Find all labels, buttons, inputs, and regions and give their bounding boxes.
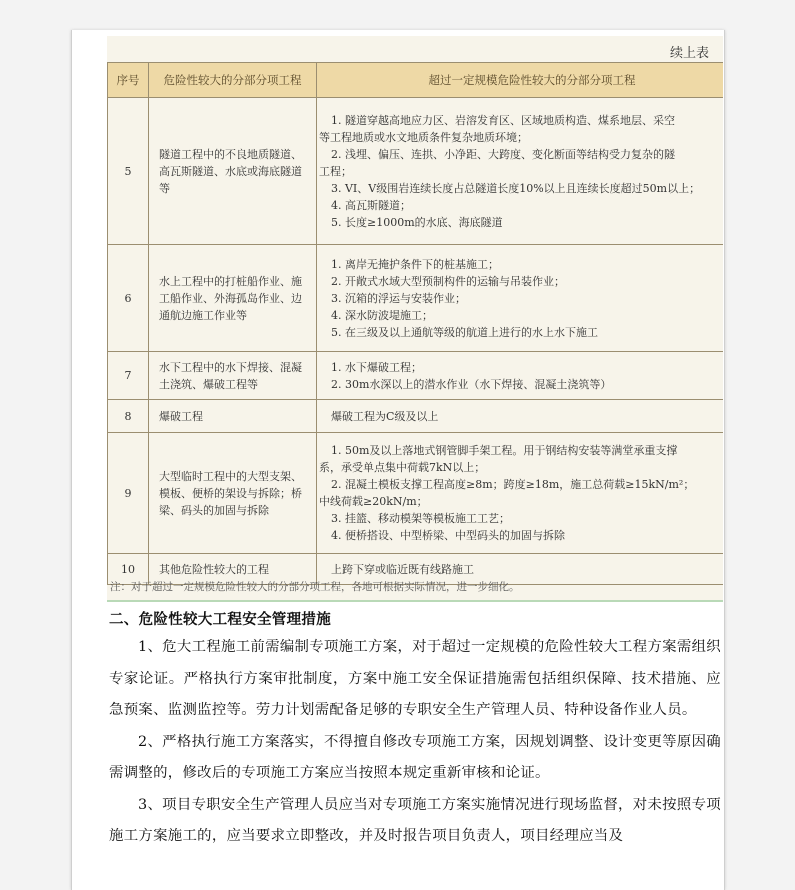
table-row — [108, 98, 724, 245]
detail-line: 4. 高瓦斯隧道； — [331, 198, 411, 212]
row-seq: 10 — [108, 554, 149, 585]
detail-line: 5. 在三级及以上通航等级的航道上进行的水上水下施工 — [331, 325, 598, 339]
continued-label: 续上表 — [669, 46, 709, 61]
document-page — [71, 30, 725, 890]
row-seq: 9 — [108, 433, 149, 554]
row-category: 其他危险性较大的工程 — [149, 554, 317, 585]
header-detail: 超过一定规模危险性较大的分部分项工程 — [317, 63, 724, 98]
row-category: 爆破工程 — [149, 400, 317, 433]
row-seq: 8 — [108, 400, 149, 433]
detail-line: 2. 30m水深以上的潜水作业（水下焊接、混凝土浇筑等） — [331, 377, 612, 391]
paragraph: 1、危大工程施工前需编制专项施工方案，对于超过一定规模的危险性较大工程方案需组织专家论证。严格执行方案审批制度，方案中施工安全保证措施需包括组织保障、技术措施、应急预案、监测监控等。劳力计划需配备足够的专职安全生产管理人员、特种设备作业人员。 — [109, 639, 721, 718]
table-row — [108, 433, 724, 554]
detail-line: 3. VI、V级围岩连续长度占总隧道长度10%以上且连续长度超过50m以上； — [331, 181, 701, 195]
row-details — [317, 352, 724, 400]
row-details — [317, 98, 724, 245]
header-seq: 序号 — [108, 63, 149, 98]
row-seq: 5 — [108, 98, 149, 245]
table-row — [108, 352, 724, 400]
row-seq: 7 — [108, 352, 149, 400]
row-category: 隧道工程中的不良地质隧道、高瓦斯隧道、水底或海底隧道等 — [149, 98, 317, 245]
detail-line: 1. 水下爆破工程； — [331, 360, 422, 374]
paragraph: 2、严格执行施工方案落实，不得擅自修改专项施工方案，因规划调整、设计变更等原因确需调整的，修改后的专项施工方案应当按照本规定重新审核和论证。 — [109, 733, 721, 781]
row-details — [317, 245, 724, 352]
detail-line: 1. 50m及以上落地式钢管脚手架工程。用于钢结构安装等满堂承重支撑 — [331, 444, 678, 457]
detail-line: 上跨下穿或临近既有线路施工 — [331, 562, 474, 576]
table-row — [108, 245, 724, 352]
row-category: 水上工程中的打桩船作业、施工船作业、外海孤岛作业、边通航边施工作业等 — [149, 245, 317, 352]
detail-line: 5. 长度≥1000m的水底、海底隧道 — [331, 215, 503, 229]
detail-line: 中线荷载≥20kN/m； — [319, 495, 428, 508]
detail-line: 4. 便桥搭设、中型桥梁、中型码头的加固与拆除 — [331, 529, 565, 542]
table-header-row — [108, 63, 724, 98]
row-category: 大型临时工程中的大型支架、模板、便桥的架设与拆除；桥梁、码头的加固与拆除 — [149, 433, 317, 554]
detail-line: 爆破工程为C级及以上 — [331, 409, 439, 423]
section-heading: 二、危险性较大工程安全管理措施 — [109, 612, 331, 628]
table-photo — [107, 36, 723, 601]
detail-line: 工程； — [319, 164, 352, 178]
paragraph: 3、项目专职安全生产管理人员应当对专项施工方案实施情况进行现场监督，对未按照专项施工方案施工的，应当要求立即整改，并及时报告项目负责人，项目经理应当及 — [109, 796, 721, 844]
header-category: 危险性较大的分部分项工程 — [149, 63, 317, 98]
detail-line: 3. 沉箱的浮运与安装作业； — [331, 291, 466, 305]
detail-line: 系，承受单点集中荷载7kN以上； — [319, 461, 486, 474]
row-seq: 6 — [108, 245, 149, 352]
detail-line: 2. 混凝土模板支撑工程高度≥8m；跨度≥18m，施工总荷载≥15kN/m²； — [331, 478, 695, 491]
section-body — [109, 606, 721, 853]
detail-line: 2. 浅埋、偏压、连拱、小净距、大跨度、变化断面等结构受力复杂的隧 — [331, 147, 675, 161]
table-note: 注：对于超过一定规模危险性较大的分部分项工程，各地可根据实际情况，进一步细化。 — [110, 581, 520, 593]
detail-line: 3. 挂篮、移动模架等模板施工工艺； — [331, 512, 510, 525]
detail-line: 1. 离岸无掩护条件下的桩基施工； — [331, 257, 499, 271]
hazard-table — [107, 62, 723, 585]
divider — [107, 600, 723, 602]
row-details — [317, 400, 724, 433]
table-row — [108, 400, 724, 433]
row-details — [317, 433, 724, 554]
detail-line: 1. 隧道穿越高地应力区、岩溶发育区、区域地质构造、煤系地层、采空 — [331, 113, 675, 127]
row-category: 水下工程中的水下焊接、混凝土浇筑、爆破工程等 — [149, 352, 317, 400]
detail-line: 4. 深水防波堤施工； — [331, 308, 433, 322]
detail-line: 2. 开敞式水域大型预制构件的运输与吊装作业； — [331, 274, 565, 288]
detail-line: 等工程地质或水文地质条件复杂地质环境； — [319, 130, 528, 144]
